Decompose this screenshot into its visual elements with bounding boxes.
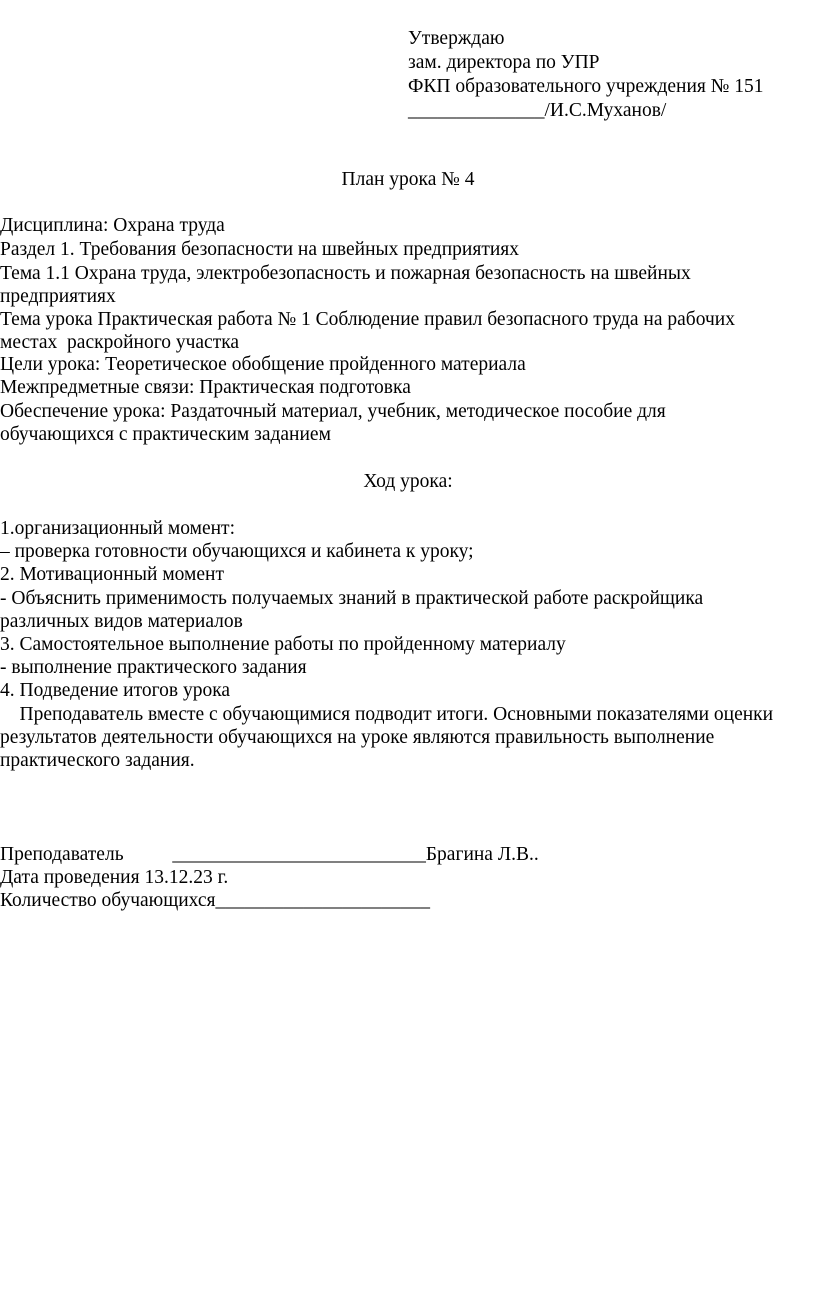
section-line: Раздел 1. Требования безопасности на швейных предприятиях [0,239,519,260]
lesson-topic-line-1: Тема урока Практическая работа № 1 Соблюдение правил безопасного труда на рабочих [0,309,735,330]
step-2-detail-1: - Объяснить применимость получаемых знаний в практической работе раскройщика [0,588,704,609]
step-4-detail-2: результатов деятельности обучающихся на уроке являются правильность выполнение [0,727,715,748]
discipline-line: Дисциплина: Охрана труда [0,215,225,236]
step-1: 1.организационный момент: [0,518,235,539]
lesson-topic-line-2: местах раскройного участка [0,332,240,353]
approval-heading: Утверждаю [408,28,505,49]
student-count-line: Количество обучающихся______________________ [0,890,430,911]
approval-signature-line: ______________/И.С.Муханов/ [408,100,667,121]
topic-line-1: Тема 1.1 Охрана труда, электробезопасность и пожарная безопасность на швейных [0,263,691,284]
step-1-detail: – проверка готовности обучающихся и кабинета к уроку; [0,541,474,562]
topic-line-2: предприятиях [0,286,116,307]
step-2: 2. Мотивационный момент [0,564,224,585]
step-4: 4. Подведение итогов урока [0,680,231,701]
step-4-detail-3: практического задания. [0,750,195,771]
step-4-detail-1: Преподаватель вместе с обучающимися подводит итоги. Основными показателями оценки [0,704,774,725]
step-3-detail: - выполнение практического задания [0,657,307,678]
lesson-date-line: Дата проведения 13.12.23 г. [0,867,229,888]
support-line-1: Обеспечение урока: Раздаточный материал, учебник, методическое пособие для [0,401,666,422]
document-title: План урока № 4 [341,169,475,190]
goals-line: Цели урока: Теоретическое обобщение пройденного материала [0,354,526,375]
support-line-2: обучающихся с практическим заданием [0,424,331,445]
interdisciplinary-links-line: Межпредметные связи: Практическая подготовка [0,377,411,398]
approval-position: зам. директора по УПР [408,52,600,73]
approval-institution: ФКП образовательного учреждения № 151 [408,76,764,97]
step-2-detail-2: различных видов материалов [0,611,243,632]
progress-heading: Ход урока: [363,471,453,492]
step-3: 3. Самостоятельное выполнение работы по пройденному материалу [0,634,566,655]
teacher-signature-line: Преподаватель __________________________Брагина Л.В.. [0,844,539,865]
